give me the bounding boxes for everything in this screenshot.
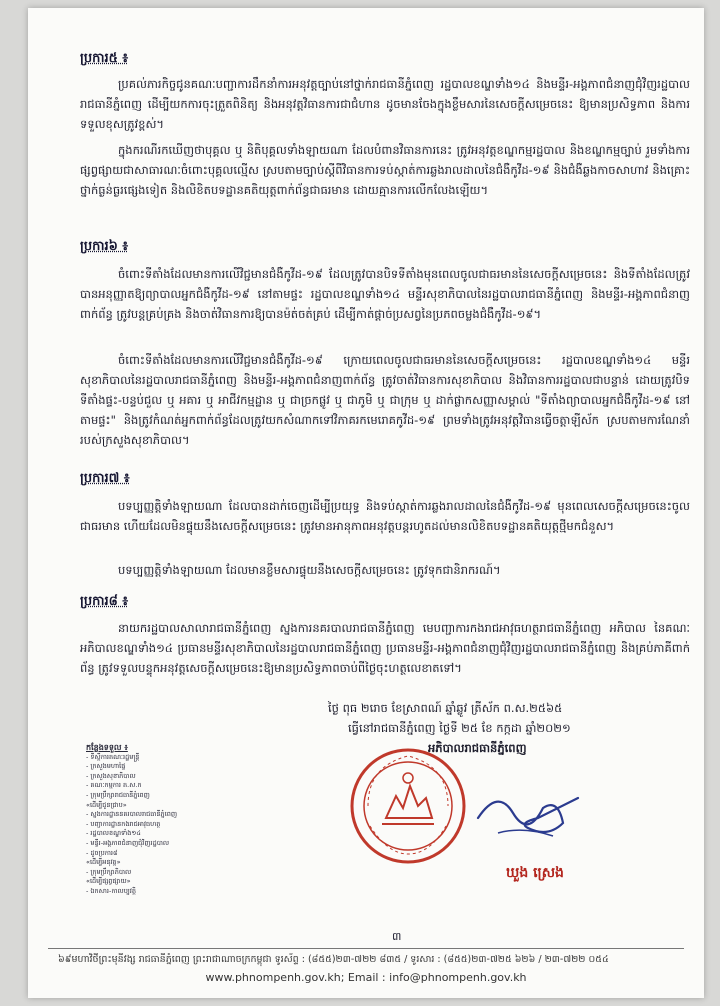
article-6-title: ប្រការ៦ ៖ xyxy=(80,239,129,254)
recipient-item: - ទីស្តីការគណៈរដ្ឋមន្ត្រី xyxy=(86,752,140,761)
recipient-item: - ក្រសួងមហាផ្ទៃ xyxy=(86,762,126,771)
recipients-heading: កន្លែងទទួល ៖ xyxy=(86,743,128,752)
recipient-item: «ដើម្បីអនុវត្ត» xyxy=(86,858,121,867)
recipient-item: - គណៈកម្មការ គ.ស.ក xyxy=(86,781,142,790)
recipient-item: - ក្រុមប្រឹក្សារាជធានីភ្នំពេញ xyxy=(86,790,150,799)
recipients-list xyxy=(86,743,316,897)
recipient-item: «ដើម្បីផ្សព្វផ្សាយ» xyxy=(86,877,131,886)
article-7-title: ប្រការ៧ ៖ xyxy=(80,471,130,486)
article-8-title: ប្រការ៨ ៖ xyxy=(80,594,129,609)
article-5-title: ប្រការ៥ ៖ xyxy=(80,51,129,66)
recipient-item: - ស្នងការដ្ឋាននគរបាលរាជធានីភ្នំពេញ xyxy=(86,810,178,819)
handwritten-signature-icon xyxy=(468,778,588,848)
article-7-para-1: បទប្បញ្ញត្តិទាំងឡាយណា ដែលបានដាក់ចេញដើម្បីប្រយុទ្ធ និងទប់ស្កាត់ការឆ្លងរាលដាលនៃជំងឺកូវីដ-១៩ មុនពេលសេចក្តីសម្រេចនេះចូលជាធរមាន ហើយដែលមិនផ្ទុយនឹងសេចក្តីសម្រេចនេះ ត្រូវមានអានុភាពអនុវត្តបន្តរហូតដល់មានលិខិតបទដ្ឋានគតិយុត្តថ្មីមកជំនួស។ xyxy=(80,499,690,533)
date-solar: ធ្វើនៅរាជធានីភ្នំពេញ ថ្ងៃទី ២៥ ខែ កក្កដា ឆ្នាំ២០២១ xyxy=(348,721,571,735)
recipient-item: - បញ្ជាការដ្ឋានកងរាជអាវុធហត្ថ xyxy=(86,819,161,828)
recipient-item: - ក្រុមប្រឹក្សាភិបាល xyxy=(86,867,132,876)
article-6-para-1: ចំពោះទីតាំងដែលមានការលើវិជ្ជមានជំងឺកូវីដ-១៩ ដែលត្រូវបានបិទទីតាំងមុនពេលចូលជាធរមាននៃសេចក្តីសម្រេចនេះ និងទីតាំងដែលត្រូវបានអនុញ្ញាតឱ្យព្យាបាលអ្នកជំងឺកូវីដ-១៩ នៅតាមផ្ទះ រដ្ឋបាលខណ្ឌទាំង១៤ មន្ទីរសុខាភិបាលនៃរដ្ឋបាលរាជធានីភ្នំពេញ និងមន្ទីរ-អង្គភាពជំនាញពាក់ព័ន្ធ ត្រូវបន្តគ្រប់គ្រង និងចាត់វិធានការឱ្យបានម៉ត់ចត់គ្រប់ ដើម្បីកាត់ផ្តាច់ប្រសព្វនៃប្រភពចម្លងជំងឺកូវីដ-១៩។ xyxy=(80,267,690,321)
recipient-item: - ក្រសួងសុខាភិបាល xyxy=(86,771,136,780)
date-lunar: ថ្ងៃ ពុធ ២រោច ខែស្រាពណ៍ ឆ្នាំឆ្លូវ ត្រីស័ក ព.ស.២៥៦៥ xyxy=(328,701,563,715)
signer-name: ឃួង ស្រេង xyxy=(506,865,564,881)
recipient-item: - ឯកសារ-កាលប្បវត្តិ xyxy=(86,886,136,895)
document-page xyxy=(28,8,704,998)
page-number: ៣ xyxy=(392,930,402,943)
article-5-para-2: ក្នុងករណីរកឃើញថាបុគ្គល ឬ និតិបុគ្គលទាំងឡាយណា ដែលបំពានវិធានការនេះ ត្រូវអនុវត្តខណ្ឌកម្មរដ្ឋបាល និងខណ្ឌកម្មច្បាប់ រួមទាំងការផ្សព្វផ្សាយជាសាធារណៈចំពោះបុគ្គលល្មើស ស្របតាមច្បាប់ស្តីពីវិធានការទប់ស្កាត់ការឆ្លងរាលដាលនៃជំងឺកូវីដ-១៩ និងជំងឺឆ្លងកាចសាហាវ និងគ្រោះថ្នាក់ធ្ងន់ធ្ងរផ្សេងទៀត និងលិខិតបទដ្ឋានគតិយុត្តពាក់ព័ន្ធជាធរមាន ដោយគ្មានការលើកលែងឡើយ។ xyxy=(80,143,690,197)
footer-address: ៦៩មហាវិថីព្រះមុនីវង្ស រាជធានីភ្នំពេញ ព្រះរាជាណាចក្រកម្ពុជា ទូរស័ព្ទ : (៨៥៥)២៣-៧២២ ៨៣៥ / ទូរសារ : (៨៥៥)២៣-៧២៥ ៦២៦ / ២៣-៧២២ ០៥៤ xyxy=(58,954,609,965)
article-6-para-2: ចំពោះទីតាំងដែលមានការលើវិជ្ជមានជំងឺកូវីដ-១៩ ក្រោយពេលចូលជាធរមាននៃសេចក្តីសម្រេចនេះ រដ្ឋបាលខណ្ឌទាំង១៤ មន្ទីរសុខាភិបាលនៃរដ្ឋបាលរាជធានីភ្នំពេញ និងមន្ទីរ-អង្គភាពជំនាញពាក់ព័ន្ធ ត្រូវចាត់វិធានការសុខាភិបាល និងវិធានការរដ្ឋបាលជាបន្ទាន់ ដោយត្រូវបិទទីតាំងផ្ទះ-បន្ទប់ជួល ឬ អគារ ឬ អាជីវកម្មដ្ឋាន ឬ ជាច្រកផ្លូវ ឬ ជាភូមិ ឬ ជាក្រុម ឬ ដាក់ផ្លាកសញ្ញាសម្គាល់ "ទីតាំងព្យាបាលអ្នកជំងឺកូវីដ-១៩ នៅតាមផ្ទះ" និងត្រូវកំណត់អ្នកពាក់ព័ន្ធដែលត្រូវយកសំណាកទៅវិភាគរកមេរោគកូវីដ-១៩ ព្រមទាំងត្រូវអនុវត្តវិធានធ្វើចត្តាឡីស័ក ស្របតាមការណែនាំរបស់ក្រសួងសុខាភិបាល។ xyxy=(80,353,690,447)
signing-office: អភិបាលរាជធានីភ្នំពេញ xyxy=(428,741,527,755)
article-7-para-2: បទប្បញ្ញត្តិទាំងឡាយណា ដែលមានខ្លឹមសារផ្ទុយនឹងសេចក្តីសម្រេចនេះ ត្រូវទុកជានិរាករណ៍។ xyxy=(118,563,501,577)
article-8-para-1: នាយករដ្ឋបាលសាលារាជធានីភ្នំពេញ ស្នងការនគរបាលរាជធានីភ្នំពេញ មេបញ្ជាការកងរាជអាវុធហត្ថរាជធានីភ្នំពេញ អភិបាល នៃគណៈអភិបាលខណ្ឌទាំង១៤ ប្រធានមន្ទីរសុខាភិបាលនៃរដ្ឋបាលរាជធានីភ្នំពេញ ប្រធានមន្ទីរ-អង្គភាពជំនាញជុំវិញរដ្ឋបាលរាជធានីភ្នំពេញ និងគ្រប់ភាគីពាក់ព័ន្ធ ត្រូវទទួលបន្ទុកអនុវត្តសេចក្តីសម្រេចនេះឱ្យមានប្រសិទ្ធភាពចាប់ពីថ្ងៃចុះហត្ថលេខាតទៅ។ xyxy=(80,621,690,675)
recipient-item: - រដ្ឋបាលខណ្ឌទាំង១៤ xyxy=(86,829,141,838)
footer-web-email: www.phnompenh.gov.kh; Email : info@phnompenh.gov.kh xyxy=(205,971,527,984)
official-seal-icon xyxy=(348,746,468,866)
recipient-item: «ដើម្បីជូនជ្រាប» xyxy=(86,800,127,809)
article-5-para-1: ប្រគល់ភារកិច្ចជូនគណៈបញ្ជាការដឹកនាំការអនុវត្តច្បាប់នៅថ្នាក់រាជធានីភ្នំពេញ រដ្ឋបាលខណ្ឌទាំង១៤ និងមន្ទីរ-អង្គភាពជំនាញជុំវិញរដ្ឋបាលរាជធានីភ្នំពេញ ដើម្បីយកការចុះត្រួតពិនិត្យ និងអនុវត្តវិធានការជាជំហាន ដូចមានចែងក្នុងខ្លឹមសារនៃសេចក្តីសម្រេចនេះ ឱ្យមានប្រសិទ្ធភាព និងការទទួលខុសត្រូវខ្ពស់។ xyxy=(80,77,690,131)
recipient-item: - ដូចប្រការ៨ xyxy=(86,848,118,857)
footer-divider xyxy=(48,948,684,949)
recipient-item: - មន្ទីរ-អង្គភាពជំនាញជុំវិញរដ្ឋបាល xyxy=(86,838,170,847)
